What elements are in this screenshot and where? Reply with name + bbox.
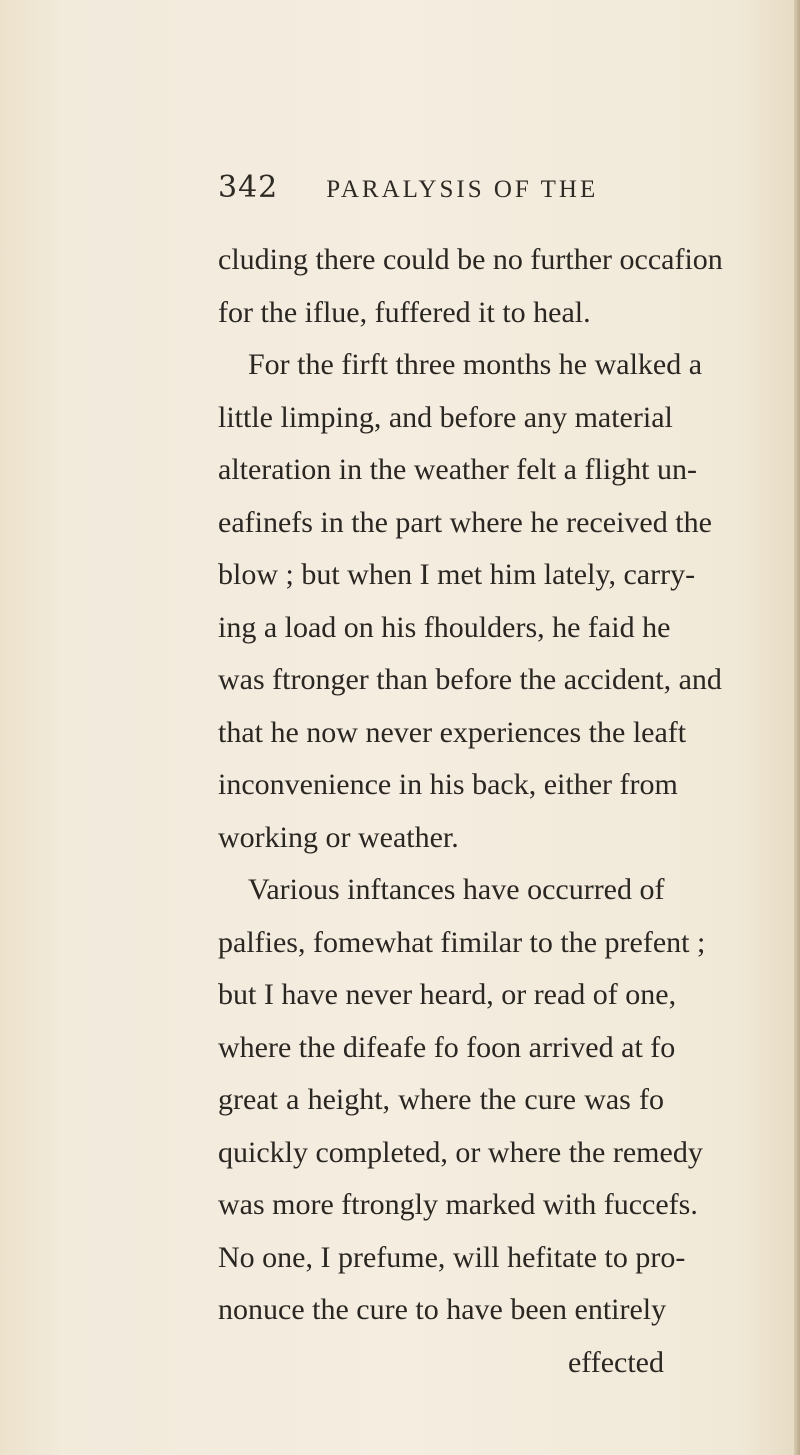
text-line: palfies, fomewhat fimilar to the prefent ; [218,925,706,959]
page-header [218,170,648,214]
text-line: for the iflue, fuffered it to heal. [218,295,591,329]
text-line: where the difeafe fo foon arrived at fo [218,1030,676,1064]
text-line: No one, I prefume, will hefitate to pro- [218,1240,686,1274]
text-line: was more ftrongly marked with fuccefs. [218,1188,698,1221]
text-line: blow ; but when I met him lately, carry- [218,558,696,591]
text-line: was ftronger than before the accident, and [218,663,722,696]
text-line: inconvenience in his back, either from [218,768,678,801]
page-number: 342 [218,170,279,205]
page-edge [794,0,800,1455]
text-line: nonuce the cure to have been entirely [218,1293,667,1326]
text-line: quickly completed, or where the remedy [218,1135,703,1169]
text-line: that he now never experiences the leaft [218,715,687,749]
text-line: but I have never heard, or read of one, [218,978,677,1011]
text-line: alteration in the weather felt a flight un- [218,453,697,486]
text-line: For the firft three months he walked a [248,348,703,381]
catchword: effected [567,1345,664,1379]
text-line: ing a load on his fhoulders, he faid he [218,610,671,644]
text-line: Various inftances have occurred of [248,873,665,906]
body-text [218,234,723,1389]
text-line: working or weather. [218,820,459,854]
running-head: PARALYSIS OF THE [326,176,599,203]
text-line: eafinefs in the part where he received the [218,505,712,539]
text-line: little limping, and before any material [218,400,673,434]
text-line: great a height, where the cure was fo [218,1083,664,1116]
text-line: cluding there could be no further occafion [218,243,723,276]
